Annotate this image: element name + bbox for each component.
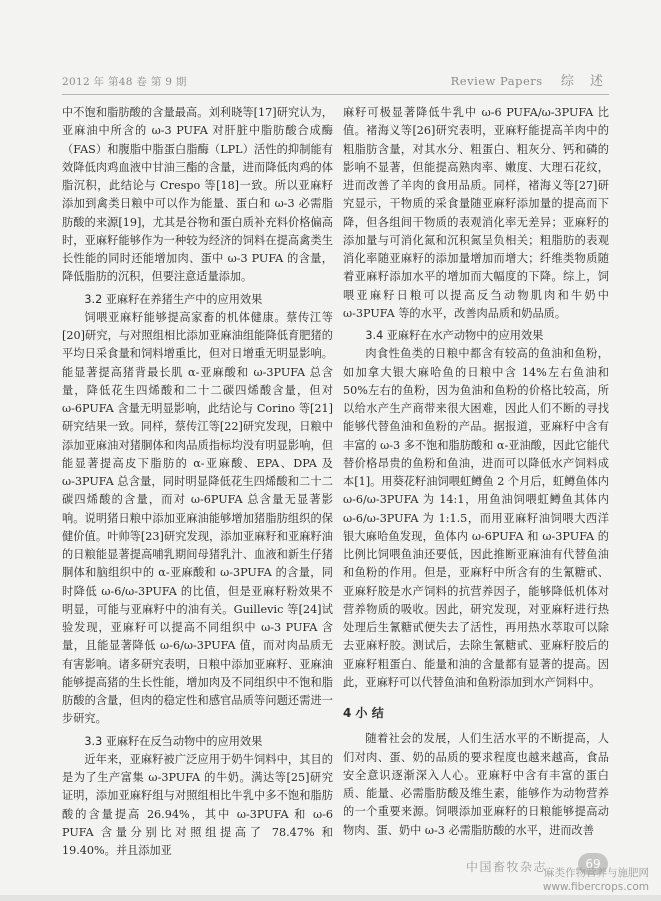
bottom-strip [0,895,661,901]
paragraph-poultry-conclusion: 中不饱和脂肪酸的含量最高。刘利晓等[17]研究认为，亚麻油中所含的 ω-3 PUFA 对肝脏中脂肪酸合成酶（FAS）和腹脂中脂蛋白脂酶（LPL）活性的抑制能有效降低肉鸡血液中甘油三酯的含量，进而降低肉鸡的体脂沉积，此结论与 Crespo 等[18]一致。所以亚麻籽添加到禽类日粮中可以作为能量、蛋白和 ω-3 必需脂肪酸的来源[19]，尤其是谷物和蛋白质补充料价格偏高时，亚麻籽能够作为一种较为经济的饲料在提高禽类生长性能的同时还能增加肉、蛋中 ω-3 PUFA 的含量，降低脂肪的沉积，但要注意适量添加。 [62,106,333,284]
section-3-4-heading: 3.4 亚麻籽在水产动物中的应用效果 [365,329,544,342]
section-3-3-title [62,733,333,751]
running-header-section [451,70,609,89]
header-rule [62,94,609,95]
right-column [343,104,609,840]
left-column [62,104,333,860]
section-label-en: Review Papers [450,74,543,88]
paragraph-ruminant-continued: 麻籽可极显著降低牛乳中 ω-6 PUFA/ω-3PUFA 比值。褚海义等[26]研究表明，亚麻籽能提高羊肉中的粗脂肪含量，对其水分、粗蛋白、粗灰分、钙和磷的影响不显著，但能提高熟肉率、嫩度、大理石花纹，进而改善了羊肉的食用品质。同样，褚海义等[27]研究显示，干物质的采食量随亚麻籽添加量的提高而下降，但各组间干物质的表观消化率无差异；亚麻籽的添加量与可消化氮和沉积氮呈负相关；粗脂肪的表观消化率随亚麻籽的添加量增加而增大；纤维类物质随着亚麻籽添加水平的增加而大幅度的下降。综上，饲喂亚麻籽日粮可以提高反刍动物肌肉和牛奶中 ω-3PUFA 等的水平，改善肉品质和奶品质。 [343,106,609,320]
section-3-3-heading: 3.3 亚麻籽在反刍动物中的应用效果 [84,734,263,748]
section-4-body: 随着社会的发展，人们生活水平的不断提高，人们对肉、蛋、奶的品质的要求程度也越来越高，食品安全意识逐渐深入人心。亚麻籽中含有丰富的蛋白质、能量、必需脂肪酸及维生素，能够作为动物营养的一个重要来源。饲喂添加亚麻籽的日粮能够提高动物肉、蛋、奶中 ω-3 必需脂肪酸的水平，进而改善 [343,732,609,837]
section-3-2-title [62,291,333,309]
watermark [543,866,649,894]
section-3-2-heading: 3.2 亚麻籽在养猪生产中的应用效果 [84,292,263,306]
section-3-2-body: 饲喂亚麻籽能够提高家畜的机体健康。蔡传江等[20]研究，与对照组相比添加亚麻油组能降低育肥猪的平均日采食量和饲料增重比，但对日增重无明显影响。能显著提高猪背最长肌 α-亚麻酸和 ω-3PUFA 总含量，降低花生四烯酸和二十二碳四烯酸含量，但对 ω-6PUFA 含量无明显影响，此结论与 Corino 等[21]研究结果一致。同样，蔡传江等[22]研究发现，日粮中添加亚麻油对猪胴体和肉品质指标均没有明显影响，但能显著提高皮下脂肪的 α-亚麻酸、EPA、DPA 及 ω-3PUFA 总含量，同时明显降低花生四烯酸和二十二碳四烯酸的含量，而对 ω-6PUFA 总含量无显著影响。说明猪日粮中添加亚麻油能够增加猪脂肪组织的保健价值。叶帅等[23]研究发现，添加亚麻籽和亚麻籽油的日粮能显著提高哺乳期间母猪乳汁、血液和新生仔猪胴体和脑组织中的 α-亚麻酸和 ω-3PUFA 的含量，同时降低 ω-6/ω-3PUFA 的比值，但是亚麻籽粉效果不明显，可能与亚麻籽中的油有关。Guillevic 等[24]试验发现，亚麻籽可以提高不同组织中 ω-3 PUFA 含量，且能显著降低 ω-6/ω-3PUFA 值，而对肉品质无有害影响。诸多研究表明，日粮中添加亚麻籽、亚麻油能够提高猪的生长性能，增加肉及不同组织中不饱和脂肪酸的含量，但肉的稳定性和感官品质等问题还需进一步研究。 [62,310,333,726]
section-3-4-body: 肉食性鱼类的日粮中都含有较高的鱼油和鱼粉，如加拿大银大麻哈鱼的日粮中含 14%左右鱼油和 50%左右的鱼粉，因为鱼油和鱼粉的价格比较高，所以给水产生产商带来很大困难，因此人们不断的寻找能够代替鱼油和鱼粉的产品。据报道，亚麻籽中含有丰富的 ω-3 多不饱和脂肪酸和 α-亚油酸，因此它能代替价格昂贵的鱼粉和鱼油，进而可以降低水产饲料成本[1]。用葵花籽油饲喂虹鳟鱼 2 个月后，虹鳟鱼体内 ω-6/ω-3PUFA 为 14:1，用鱼油饲喂虹鳟鱼其体内 ω-6/ω-3PUFA 为 1:1.5，而用亚麻籽油饲喂大西洋银大麻哈鱼发现，鱼体内 ω-6PUFA 和 ω-3PUFA 的比例比饲喂鱼油还要低，因此推断亚麻油有代替鱼油和鱼粉的作用。但是，亚麻籽中所含有的生氰糖甙、亚麻籽胶是水产饲料的抗营养因子，能够降低机体对营养物质的吸收。因此，研究发现，对亚麻籽进行热处理后生氰糖甙便失去了活性，再用热水萃取可以除去亚麻籽胶。测试后，去除生氰糖甙、亚麻籽胶后的亚麻籽粗蛋白、能量和油的含量都有显著的提高。因此，亚麻籽可以代替鱼油和鱼粉添加到水产饲料中。 [343,347,609,689]
journal-logo: 中国畜牧杂志 [466,860,548,874]
page-number: 69 [578,853,608,875]
section-4-title: 4 小 结 [343,706,384,720]
section-3-4-title [343,327,609,345]
running-header-issue: 2012 年 第48 卷 第 9 期 [62,76,187,88]
section-label-zh: 综 述 [560,74,609,89]
watermark-url: www.fibercrops.com [542,881,649,893]
watermark-title: 麻类作物营养与施肥网 [544,867,649,879]
section-3-3-body: 近年来，亚麻籽被广泛应用于奶牛饲料中，其目的是为了生产富集 ω-3PUFA 的牛奶。满达等[25]研究证明，添加亚麻籽组与对照组相比牛乳中多不饱和脂肪酸的含量提高 26.94%，其中 ω-3PUFA 和 ω-6 PUFA 含量分别比对照组提高了 78.47% 和 19.40%。并且添加亚 [62,752,333,857]
